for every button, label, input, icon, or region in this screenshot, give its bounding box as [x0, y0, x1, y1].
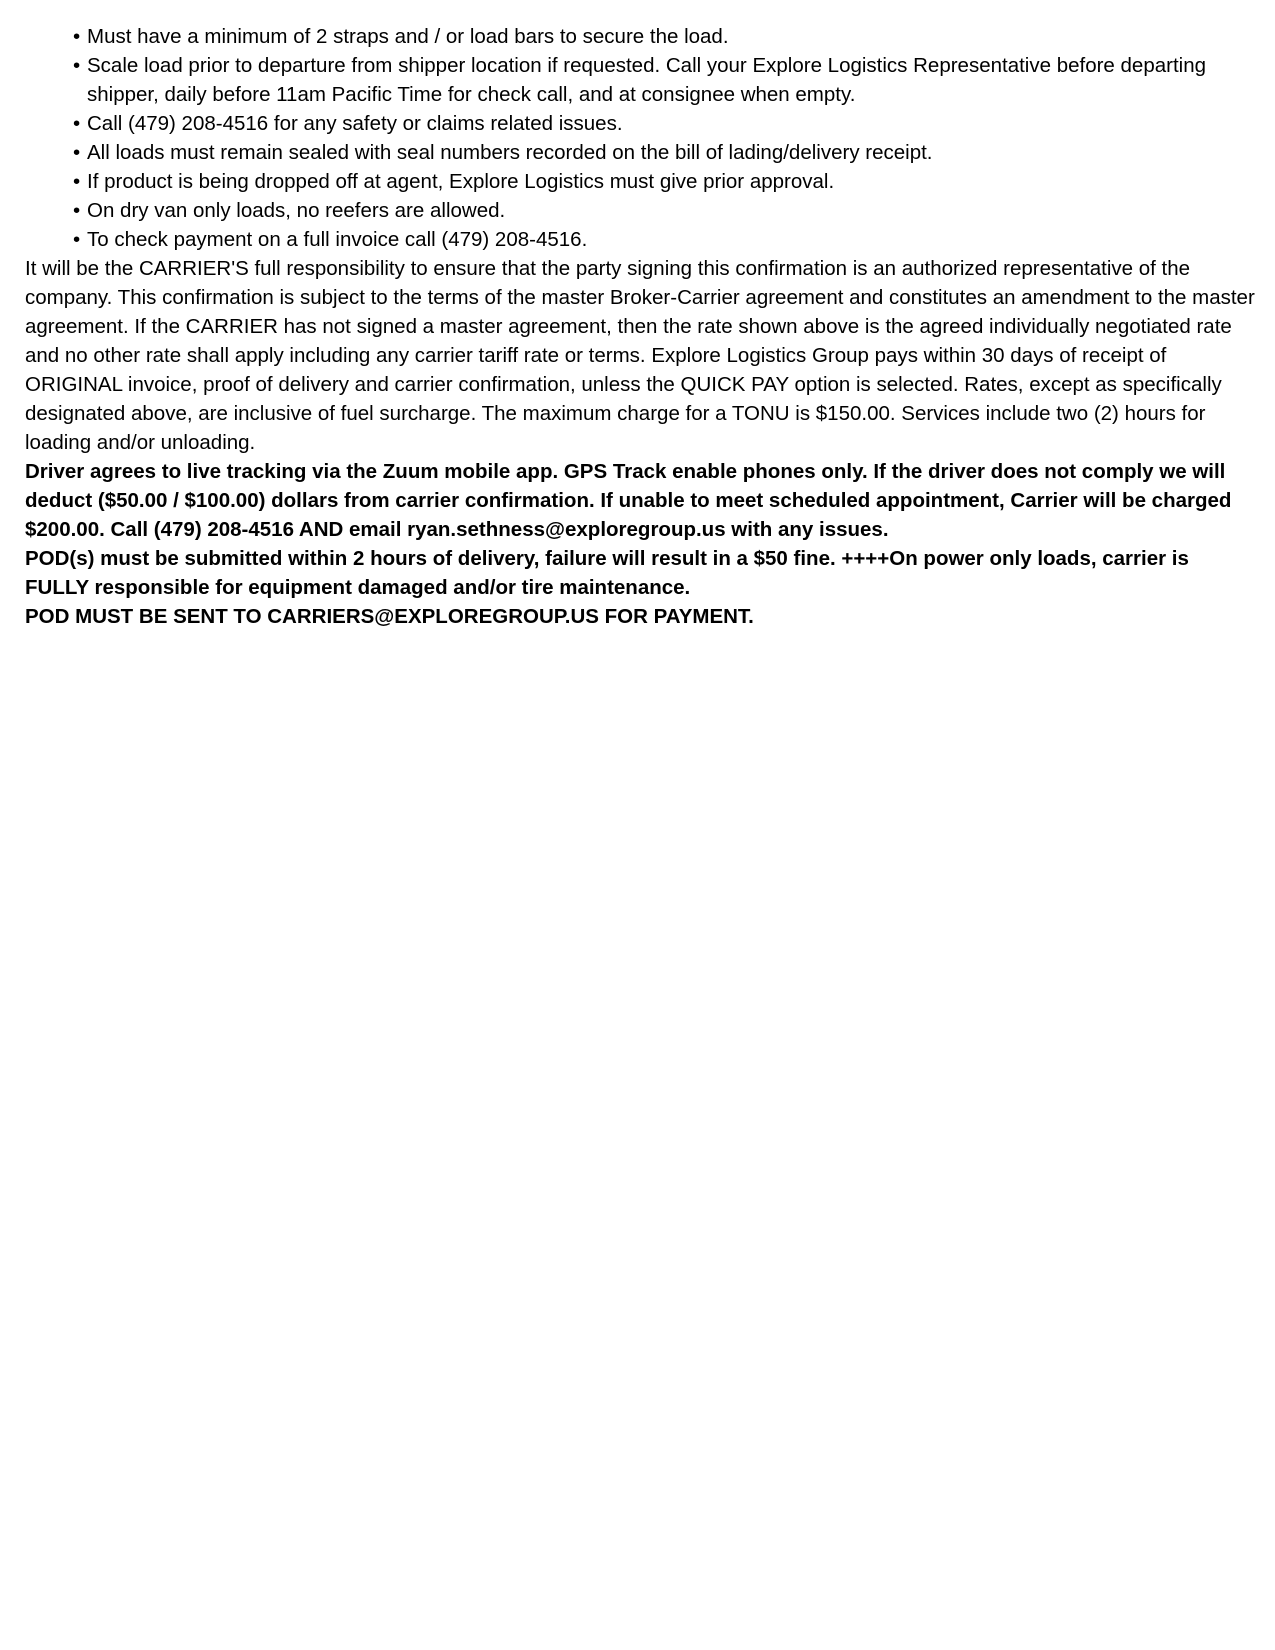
list-item	[73, 22, 1257, 51]
requirements-list	[25, 22, 1257, 254]
pod-notice: POD(s) must be submitted within 2 hours of delivery, failure will result in a $50 fine. ++++On power only loads, carrier is FULLY responsible for equipment damaged and/or tire maintenance.	[25, 547, 1189, 599]
list-item-text: All loads must remain sealed with seal numbers recorded on the bill of lading/delivery receipt.	[87, 141, 933, 164]
bullet-icon: •	[73, 228, 81, 251]
list-item	[73, 196, 1257, 225]
list-item	[73, 109, 1257, 138]
bullet-icon: •	[73, 141, 81, 164]
list-item	[73, 138, 1257, 167]
list-item	[73, 167, 1257, 196]
bullet-icon: •	[73, 112, 81, 135]
document-page	[25, 22, 1257, 631]
list-item-text: To check payment on a full invoice call (479) 208-4516.	[87, 228, 588, 251]
list-item-text: If product is being dropped off at agent, Explore Logistics must give prior approval.	[87, 170, 835, 193]
list-item-text: On dry van only loads, no reefers are allowed.	[87, 199, 506, 222]
bullet-icon: •	[73, 170, 81, 193]
bullet-icon: •	[73, 199, 81, 222]
terms-paragraph: It will be the CARRIER'S full responsibility to ensure that the party signing this confirmation is an authorized representative of the company. This confirmation is subject to the terms of the master Broker-Carrier agreement and constitutes an amendment to the master agreement. If the CARRIER has not signed a master agreement, then the rate shown above is the agreed individually negotiated rate and no other rate shall apply including any carrier tariff rate or terms. Explore Logistics Group pays within 30 days of receipt of ORIGINAL invoice, proof of delivery and carrier confirmation, unless the QUICK PAY option is selected. Rates, except as specifically designated above, are inclusive of fuel surcharge. The maximum charge for a TONU is $150.00. Services include two (2) hours for loading and/or unloading.	[25, 257, 1255, 454]
list-item	[73, 225, 1257, 254]
list-item-text: Call (479) 208-4516 for any safety or claims related issues.	[87, 112, 623, 135]
bullet-icon: •	[73, 54, 81, 77]
bullet-icon: •	[73, 25, 81, 48]
list-item-text: Scale load prior to departure from shipper location if requested. Call your Explore Logistics Representative before departing shipper, daily before 11am Pacific Time for check call, and at consignee when empty.	[87, 54, 1207, 106]
list-item	[73, 51, 1257, 109]
payment-notice: POD MUST BE SENT TO CARRIERS@EXPLOREGROUP.US FOR PAYMENT.	[25, 605, 754, 628]
tracking-notice: Driver agrees to live tracking via the Zuum mobile app. GPS Track enable phones only. If the driver does not comply we will deduct ($50.00 / $100.00) dollars from carrier confirmation. If unable to meet scheduled appointment, Carrier will be charged $200.00. Call (479) 208-4516 AND email ryan.sethness@exploregroup.us with any issues.	[25, 460, 1232, 541]
list-item-text: Must have a minimum of 2 straps and / or load bars to secure the load.	[87, 25, 729, 48]
